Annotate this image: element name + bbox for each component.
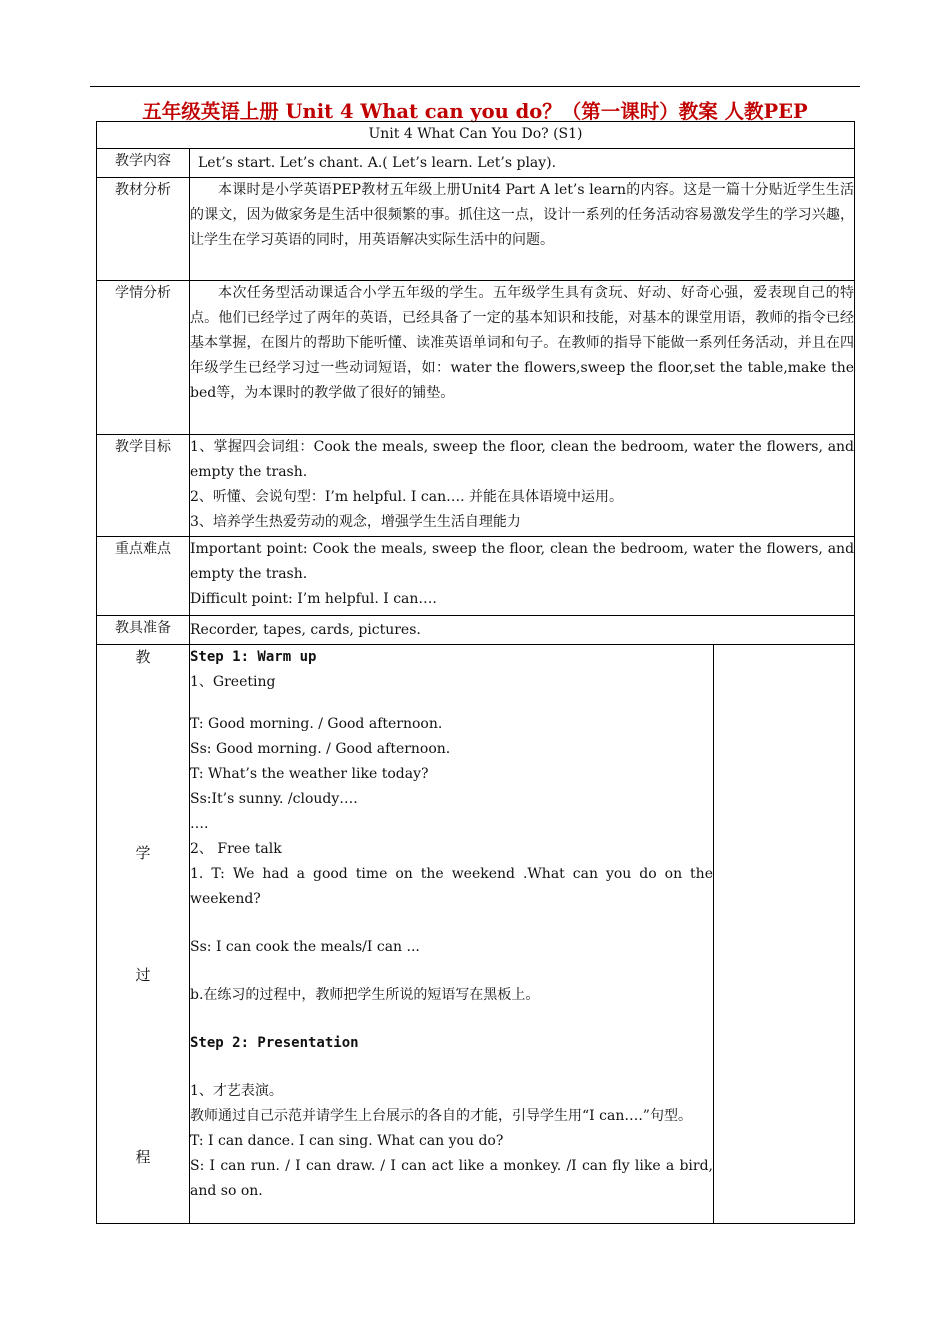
free-talk-answer: Ss: I can cook the meals/I can ...	[190, 939, 420, 955]
dialog-line: ….	[190, 816, 209, 832]
label-goals: 教学目标	[97, 435, 190, 537]
process-char: 过	[135, 966, 151, 984]
spacer	[190, 1056, 713, 1079]
notes-column	[714, 645, 855, 1224]
spacer	[190, 960, 713, 983]
table-row-keypoints	[97, 537, 855, 616]
keypoints-cell	[190, 537, 855, 616]
tools-text: Recorder, tapes, cards, pictures.	[190, 616, 855, 645]
lesson-subtitle: Unit 4 What Can You Do? (S1)	[97, 122, 855, 149]
goals-cell	[190, 435, 855, 537]
lesson-plan-table	[96, 121, 855, 1224]
dialog-line: T: Good morning. / Good afternoon.	[190, 716, 443, 732]
process-content	[190, 645, 714, 1224]
label-students: 学情分析	[97, 281, 190, 435]
dialog-line: Ss:It’s sunny. /cloudy….	[190, 791, 358, 807]
greeting-heading: 1、Greeting	[190, 674, 276, 690]
process-label	[97, 645, 190, 1224]
process-char: 程	[135, 1148, 151, 1166]
note-b: b.在练习的过程中，教师把学生所说的短语写在黑板上。	[190, 987, 540, 1003]
table-row-subtitle	[97, 122, 855, 149]
document-title: 五年级英语上册 Unit 4 What can you do？（第一课时）教案 人教PEP	[142, 100, 808, 123]
label-keypoints: 重点难点	[97, 537, 190, 616]
talent-teacher-line: T: I can dance. I can sing. What can you do?	[190, 1133, 504, 1149]
table-row-students	[97, 281, 855, 435]
content-text: Let’s start. Let’s chant. A.( Let’s learn. Let’s play).	[190, 149, 855, 178]
process-char: 学	[135, 844, 151, 862]
goal-item: 1、掌握四会词组：Cook the meals, sweep the floor, clean the bedroom, water the flowers, and empty the trash.	[190, 439, 855, 480]
table-row-material	[97, 178, 855, 281]
step1-title: Step 1: Warm up	[190, 649, 317, 665]
header-rule	[90, 86, 860, 87]
talent-student-line: S: I can run. / I can draw. / I can act like a monkey. /I can fly like a bird, and so on.	[190, 1158, 713, 1199]
keypoint-difficult: Difficult point: I’m helpful. I can….	[190, 591, 437, 607]
label-tools: 教具准备	[97, 616, 190, 645]
goal-item: 3、培养学生热爱劳动的观念，增强学生生活自理能力	[190, 514, 521, 530]
material-analysis-text: 本课时是小学英语PEP教材五年级上册Unit4 Part A let’s learn的内容。这是一篇十分贴近学生生活的课文，因为做家务是生活中很频繁的事。抓住这一点，设计一系列的任务活动容易激发学生的学习兴趣，让学生在学习英语的同时，用英语解决实际生活中的问题。	[190, 178, 855, 281]
dialog-line: T: What’s the weather like today?	[190, 766, 429, 782]
process-char: 教	[135, 648, 151, 666]
label-material: 教材分析	[97, 178, 190, 281]
free-talk-question: 1. T: We had a good time on the weekend .What can you do on the weekend?	[190, 866, 713, 907]
talent-description: 教师通过自己示范并请学生上台展示的各自的才能，引导学生用“I can….”句型。	[190, 1108, 692, 1124]
step2-title: Step 2: Presentation	[190, 1035, 359, 1051]
spacer	[190, 695, 713, 712]
table-row-content	[97, 149, 855, 178]
spacer	[190, 912, 713, 935]
free-talk-heading: 2、 Free talk	[190, 841, 282, 857]
goal-item: 2、听懂、会说句型：I’m helpful. I can…. 并能在具体语境中运用。	[190, 489, 624, 505]
table-row-goals	[97, 435, 855, 537]
spacer	[190, 1008, 713, 1031]
keypoint-important: Important point: Cook the meals, sweep the floor, clean the bedroom, water the flowers, and empty the trash.	[190, 541, 855, 582]
student-analysis-text: 本次任务型活动课适合小学五年级的学生。五年级学生具有贪玩、好动、好奇心强，爱表现自己的特点。他们已经学过了两年的英语，已经具备了一定的基本知识和技能，对基本的课堂用语，教师的指令已经基本掌握，在图片的帮助下能听懂、读准英语单词和句子。在教师的指导下能做一系列任务活动，并且在四年级学生已经学习过一些动词短语，如：water the flowers,sweep the floor,set the table,make the bed等，为本课时的教学做了很好的铺垫。	[190, 281, 855, 435]
talent-heading: 1、才艺表演。	[190, 1083, 283, 1099]
dialog-line: Ss: Good morning. / Good afternoon.	[190, 741, 451, 757]
table-row-tools	[97, 616, 855, 645]
table-row-process	[97, 645, 855, 1224]
label-content: 教学内容	[97, 149, 190, 178]
